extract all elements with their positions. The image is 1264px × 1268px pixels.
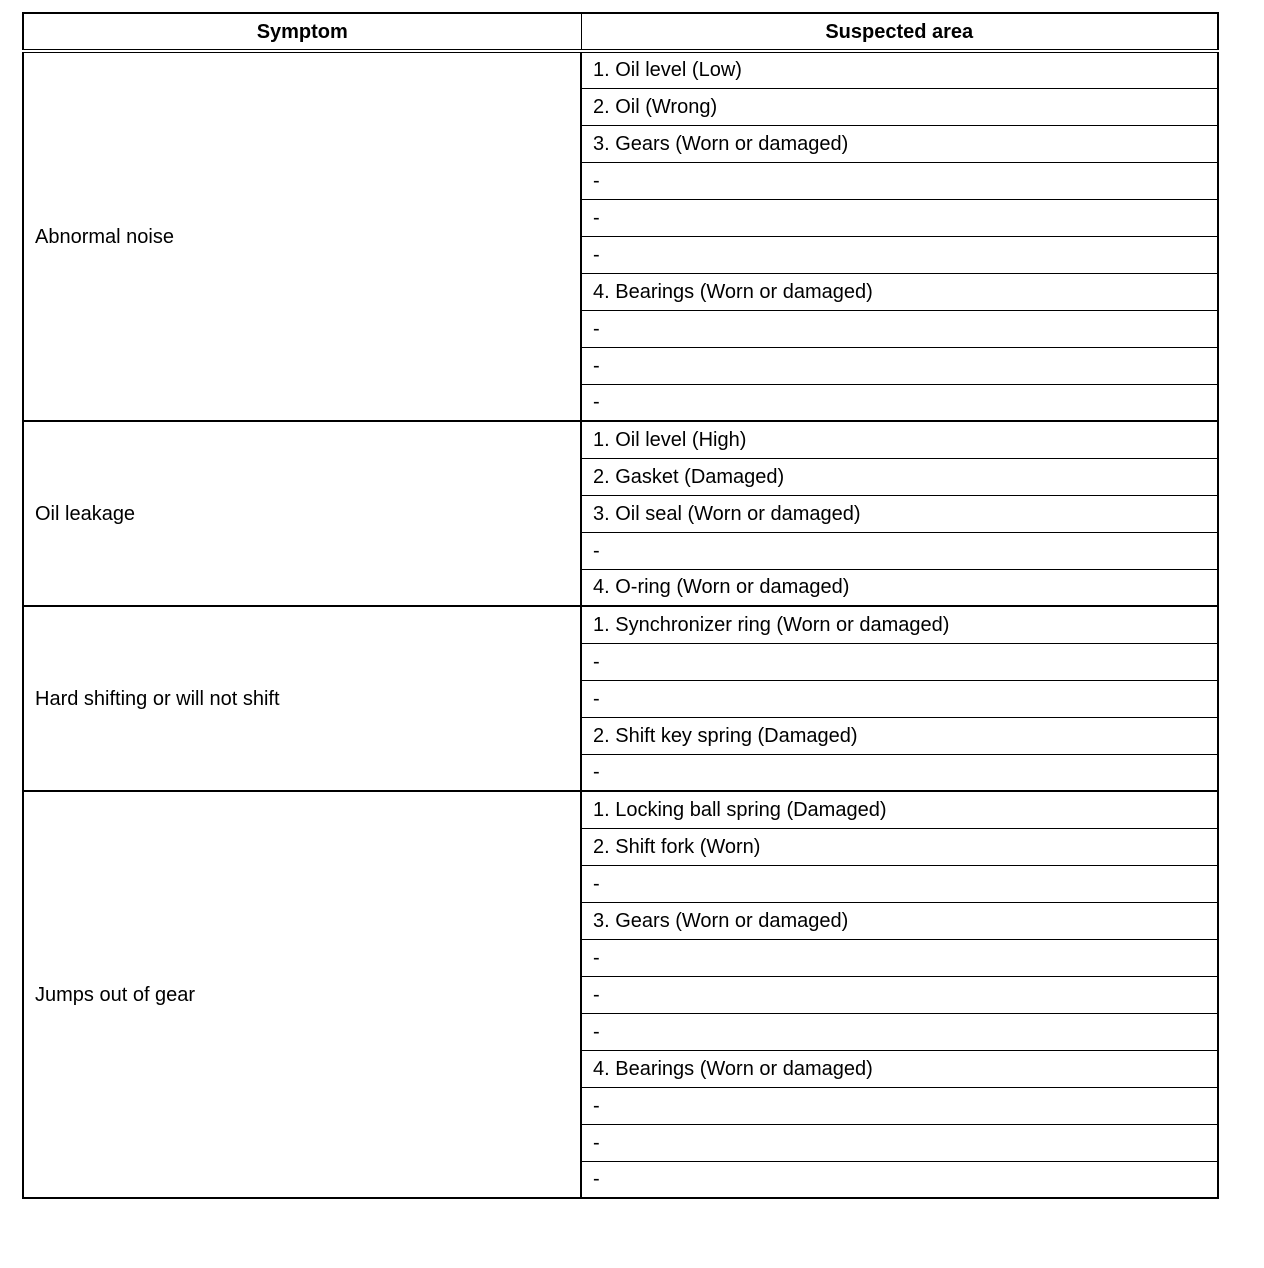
suspected-area-cell: - bbox=[581, 347, 1218, 384]
header-symptom: Symptom bbox=[23, 13, 581, 51]
symptom-group bbox=[23, 791, 1218, 1198]
table-row bbox=[23, 606, 1218, 643]
suspected-area-cell: - bbox=[581, 199, 1218, 236]
suspected-area-cell: 1. Oil level (High) bbox=[581, 421, 1218, 458]
suspected-area-cell: 4. Bearings (Worn or damaged) bbox=[581, 1050, 1218, 1087]
symptom-group bbox=[23, 606, 1218, 791]
suspected-area-cell: - bbox=[581, 310, 1218, 347]
suspected-area-cell: - bbox=[581, 162, 1218, 199]
suspected-area-cell: 4. O-ring (Worn or damaged) bbox=[581, 569, 1218, 606]
symptom-cell: Jumps out of gear bbox=[23, 791, 581, 1198]
suspected-area-cell: 3. Oil seal (Worn or damaged) bbox=[581, 495, 1218, 532]
table-row bbox=[23, 421, 1218, 458]
symptom-cell: Hard shifting or will not shift bbox=[23, 606, 581, 791]
suspected-area-cell: 2. Shift key spring (Damaged) bbox=[581, 717, 1218, 754]
suspected-area-cell: - bbox=[581, 680, 1218, 717]
suspected-area-cell: - bbox=[581, 384, 1218, 421]
suspected-area-cell: - bbox=[581, 939, 1218, 976]
symptom-cell: Abnormal noise bbox=[23, 51, 581, 421]
suspected-area-cell: 1. Oil level (Low) bbox=[581, 51, 1218, 88]
suspected-area-cell: - bbox=[581, 865, 1218, 902]
suspected-area-cell: - bbox=[581, 976, 1218, 1013]
suspected-area-cell: - bbox=[581, 1124, 1218, 1161]
table-row bbox=[23, 791, 1218, 828]
suspected-area-cell: - bbox=[581, 1161, 1218, 1198]
suspected-area-cell: - bbox=[581, 1013, 1218, 1050]
suspected-area-cell: 1. Locking ball spring (Damaged) bbox=[581, 791, 1218, 828]
suspected-area-cell: 3. Gears (Worn or damaged) bbox=[581, 902, 1218, 939]
suspected-area-cell: 3. Gears (Worn or damaged) bbox=[581, 125, 1218, 162]
suspected-area-cell: - bbox=[581, 532, 1218, 569]
table-row bbox=[23, 51, 1218, 88]
suspected-area-cell: - bbox=[581, 754, 1218, 791]
header-suspected-area: Suspected area bbox=[581, 13, 1218, 51]
symptom-cell: Oil leakage bbox=[23, 421, 581, 606]
table-header bbox=[23, 13, 1218, 51]
suspected-area-cell: - bbox=[581, 643, 1218, 680]
suspected-area-cell: 1. Synchronizer ring (Worn or damaged) bbox=[581, 606, 1218, 643]
suspected-area-cell: - bbox=[581, 236, 1218, 273]
symptom-group bbox=[23, 51, 1218, 421]
troubleshooting-table bbox=[22, 12, 1219, 1199]
suspected-area-cell: 2. Oil (Wrong) bbox=[581, 88, 1218, 125]
suspected-area-cell: 2. Gasket (Damaged) bbox=[581, 458, 1218, 495]
suspected-area-cell: 2. Shift fork (Worn) bbox=[581, 828, 1218, 865]
suspected-area-cell: - bbox=[581, 1087, 1218, 1124]
symptom-group bbox=[23, 421, 1218, 606]
suspected-area-cell: 4. Bearings (Worn or damaged) bbox=[581, 273, 1218, 310]
header-row bbox=[23, 13, 1218, 51]
